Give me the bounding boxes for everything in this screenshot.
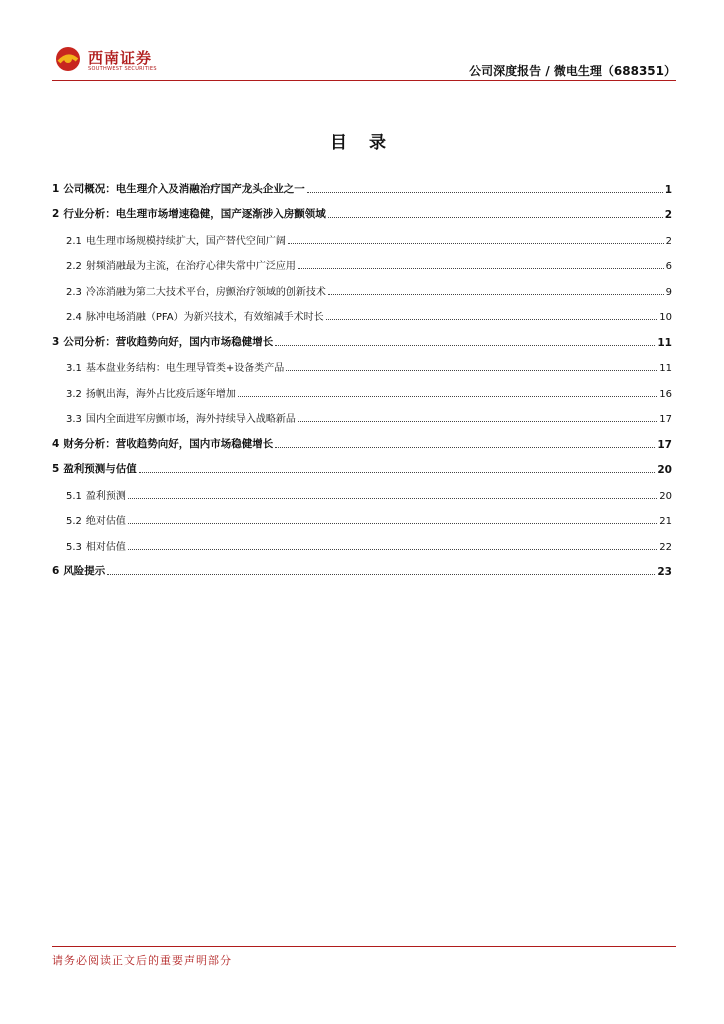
toc-page-number: 2 [665, 235, 672, 247]
toc-entry-label [52, 181, 305, 196]
toc-entry-text: 相对估值 [85, 541, 126, 553]
logo-english-name: SOUTHWEST SECURITIES [88, 66, 157, 72]
toc-entry-label [52, 436, 273, 451]
toc-entry-number: 5.1 [66, 490, 82, 502]
toc-page-number: 21 [659, 516, 672, 527]
toc-entry-label [66, 385, 236, 400]
toc-entry-text: 风险提示 [63, 565, 106, 577]
toc-leader-dots [288, 243, 664, 244]
toc-entry[interactable] [52, 451, 672, 477]
company-logo [52, 44, 162, 76]
toc-entry-label [66, 538, 126, 553]
toc-page-number: 20 [659, 490, 672, 502]
toc-leader-dots [326, 319, 658, 320]
toc-entry-label [66, 283, 326, 298]
toc-page-number: 17 [657, 438, 672, 451]
toc-entry-text: 扬帆出海，海外占比疫后逐年增加 [85, 388, 236, 400]
toc-page-number: 2 [664, 209, 672, 221]
toc-entry-text: 绝对估值 [85, 516, 126, 527]
toc-leader-dots [238, 396, 657, 397]
toc-leader-dots [128, 549, 657, 550]
toc-page-number: 9 [665, 286, 672, 298]
toc-entry-text: 行业分析：电生理市场增速稳健，国产逐渐涉入房颤领域 [63, 208, 326, 220]
toc-entry-label [66, 257, 296, 272]
toc-entry-number: 2.1 [66, 235, 82, 247]
toc-entry-text: 基本盘业务结构：电生理导管类+设备类产品 [85, 363, 285, 374]
toc-entry[interactable] [52, 196, 672, 222]
toc-entry[interactable] [52, 502, 672, 528]
header-divider [52, 80, 676, 81]
toc-entry-text: 射频消融最为主流，在治疗心律失常中广泛应用 [85, 261, 296, 272]
toc-entry-text: 脉冲电场消融（PFA）为新兴技术，有效缩减手术时长 [85, 312, 324, 323]
toc-leader-dots [275, 345, 655, 346]
toc-entry[interactable] [52, 400, 672, 426]
toc-entry-label [52, 206, 326, 221]
toc-page-number: 20 [657, 464, 672, 476]
toc-entry-number: 3.3 [66, 414, 82, 425]
toc-entry[interactable] [52, 247, 672, 273]
toc-leader-dots [128, 498, 657, 499]
toc-entry[interactable] [52, 349, 672, 375]
toc-entry-label [66, 512, 126, 527]
toc-entry-number: 3.2 [66, 388, 82, 400]
toc-page-number: 16 [659, 388, 672, 400]
toc-entry-number: 2 [52, 208, 60, 220]
toc-entry-text: 盈利预测 [85, 490, 126, 502]
toc-leader-dots [275, 447, 655, 448]
toc-entry-text: 电生理市场规模持续扩大，国产替代空间广阔 [85, 235, 286, 247]
toc-entry-text: 国内全面进军房颤市场，海外持续导入战略新品 [85, 414, 296, 425]
toc-page-number: 11 [659, 363, 672, 374]
toc-entry-text: 公司分析：营收趋势向好，国内市场稳健增长 [63, 335, 274, 348]
toc-entry[interactable] [52, 170, 672, 196]
toc-page-number: 17 [659, 414, 672, 425]
toc-entry[interactable] [52, 374, 672, 400]
toc-leader-dots [328, 294, 664, 295]
toc-page-number: 22 [659, 541, 672, 553]
toc-page-number: 1 [664, 183, 672, 196]
toc-entry-number: 3 [52, 335, 60, 348]
toc-leader-dots [139, 472, 656, 473]
toc-leader-dots [298, 268, 664, 269]
toc-entry[interactable] [52, 323, 672, 349]
toc-leader-dots [107, 574, 655, 575]
toc-entry-number: 2.4 [66, 312, 82, 323]
toc-leader-dots [307, 192, 663, 193]
report-title: 公司深度报告 / 微电生理（688351） [469, 64, 676, 78]
company-logo-icon [55, 46, 81, 72]
toc-entry-text: 盈利预测与估值 [63, 463, 137, 475]
toc-entry-text: 公司概况：电生理介入及消融治疗国产龙头企业之一 [63, 182, 305, 195]
toc-leader-dots [298, 421, 657, 422]
toc-entry-label [52, 563, 105, 578]
toc-entry-number: 5.2 [66, 516, 82, 527]
toc-entry[interactable] [52, 553, 672, 579]
toc-entry-label [52, 334, 273, 349]
toc-entry-label [66, 487, 126, 502]
page-header [52, 40, 676, 84]
toc-entry-label [52, 461, 137, 476]
toc-entry-label [66, 410, 296, 425]
toc-entry-text: 财务分析：营收趋势向好，国内市场稳健增长 [63, 437, 274, 450]
toc-entry[interactable] [52, 272, 672, 298]
toc-entry-text: 冷冻消融为第二大技术平台，房颤治疗领域的创新技术 [85, 286, 326, 298]
toc-entry-number: 1 [52, 182, 60, 195]
toc-entry-number: 2.2 [66, 261, 82, 272]
toc-page-number: 23 [657, 566, 672, 578]
toc-leader-dots [128, 523, 657, 524]
footer-divider [52, 946, 676, 947]
toc-entry[interactable] [52, 298, 672, 324]
toc-entry[interactable] [52, 527, 672, 553]
toc-entry[interactable] [52, 221, 672, 247]
toc-entry-label [66, 232, 286, 247]
logo-chinese-name: 西南证券 [88, 49, 153, 67]
toc-entry[interactable] [52, 476, 672, 502]
toc-entry-number: 5 [52, 463, 60, 475]
toc-entry-number: 6 [52, 565, 60, 577]
toc-entry[interactable] [52, 425, 672, 451]
toc-leader-dots [286, 370, 657, 371]
toc-entry-number: 5.3 [66, 541, 82, 553]
toc-entry-number: 4 [52, 437, 60, 450]
toc-entry-number: 2.3 [66, 286, 82, 298]
toc-page-number: 10 [659, 312, 672, 323]
toc-page-number: 11 [657, 336, 672, 349]
toc-heading: 目 录 [330, 133, 394, 153]
table-of-contents [52, 170, 672, 578]
toc-entry-number: 3.1 [66, 363, 82, 374]
toc-leader-dots [328, 217, 663, 218]
toc-entry-label [66, 308, 324, 323]
toc-entry-label [66, 359, 284, 374]
footer-disclaimer: 请务必阅读正文后的重要声明部分 [52, 954, 232, 967]
toc-page-number: 6 [665, 261, 672, 272]
